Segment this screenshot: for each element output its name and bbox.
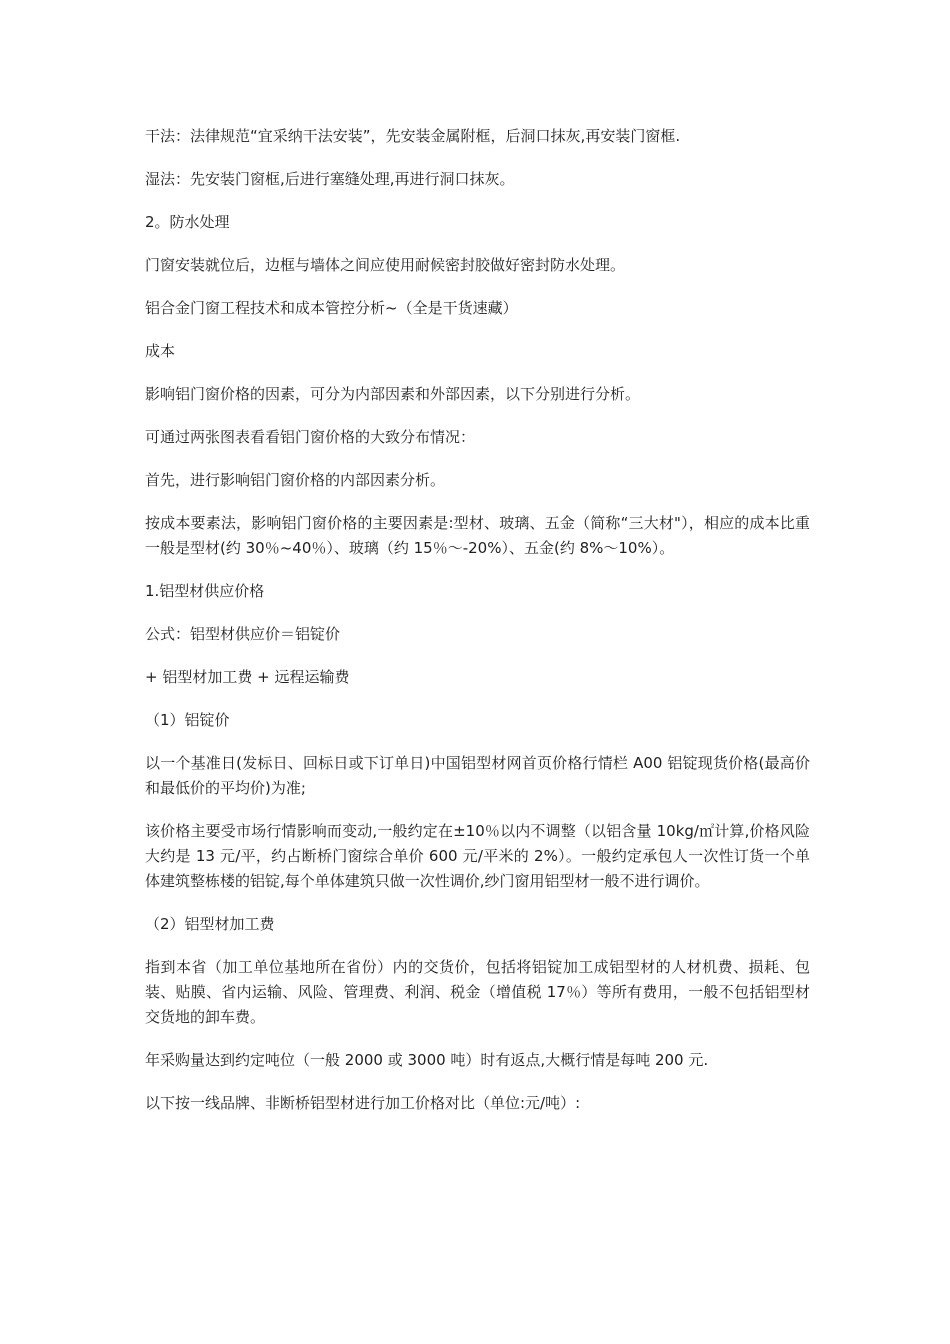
paragraph-cost-elements: 按成本要素法，影响铝门窗价格的主要因素是:型材、玻璃、五金（简称“三大材"），相应的成本比重一般是型材(约 30％~40％）、玻璃（约 15％～-20%）、五金(约 8%～10%）。 — [145, 514, 810, 557]
heading-ingot-price: （1）铝锭价 — [145, 711, 230, 729]
paragraph-waterproofing: 门窗安装就位后，边框与墙体之间应使用耐候密封胶做好密封防水处理。 — [145, 256, 626, 274]
paragraph-ingot-price-adjustment: 该价格主要受市场行情影响而变动,一般约定在±10％以内不调整（以铝含量 10kg/㎡计算,价格风险大约是 13 元/平，约占断桥门窗综合单价 600 元/平米的 2%）。一般约定承包人一次性订货一个单体建筑整栋楼的铝锭,每个单体建筑只做一次性调价,纱门窗用铝型材一般不进行调价。 — [145, 822, 810, 890]
heading-waterproofing: 2。防水处理 — [145, 213, 230, 231]
paragraph-processing-fee: 指到本省（加工单位基地所在省份）内的交货价，包括将铝锭加工成铝型材的人材机费、损耗、包装、贴膜、省内运输、风险、管理费、利润、税金（增值税 17％）等所有费用，一般不包括铝型材交货地的卸车费。 — [145, 958, 810, 1026]
article-title: 铝合金门窗工程技术和成本管控分析~（全是干货速藏） — [145, 299, 518, 317]
heading-cost: 成本 — [145, 342, 176, 360]
paragraph-price-comparison-intro: 以下按一线品牌、非断桥铝型材进行加工价格对比（单位:元/吨）: — [145, 1094, 581, 1112]
paragraph-ingot-base-date: 以一个基准日(发标日、回标日或下订单日)中国铝型材网首页价格行情栏 A00 铝锭现货价格(最高价和最低价的平均价)为准; — [145, 754, 810, 797]
heading-processing-fee: （2）铝型材加工费 — [145, 915, 275, 933]
paragraph-charts-intro: 可通过两张图表看看铝门窗价格的大致分布情况： — [145, 428, 476, 446]
paragraph-internal-factors: 首先，进行影响铝门窗价格的内部因素分析。 — [145, 471, 446, 489]
paragraph-formula: 公式：铝型材供应价＝铝锭价 — [145, 625, 341, 643]
heading-profile-supply-price: 1.铝型材供应价格 — [145, 582, 265, 600]
paragraph-dry-method: 干法：法律规范“宜采纳干法安装”，先安装金属附框，后洞口抹灰,再安装门窗框. — [145, 127, 681, 145]
paragraph-formula-continued: + 铝型材加工费 + 远程运输费 — [145, 668, 350, 686]
paragraph-wet-method: 湿法：先安装门窗框,后进行塞缝处理,再进行洞口抹灰。 — [145, 170, 515, 188]
paragraph-price-factors: 影响铝门窗价格的因素，可分为内部因素和外部因素，以下分别进行分析。 — [145, 385, 641, 403]
paragraph-rebate: 年采购量达到约定吨位（一般 2000 或 3000 吨）时有返点,大概行情是每吨 200 元. — [145, 1051, 709, 1069]
document-body — [145, 124, 810, 1134]
